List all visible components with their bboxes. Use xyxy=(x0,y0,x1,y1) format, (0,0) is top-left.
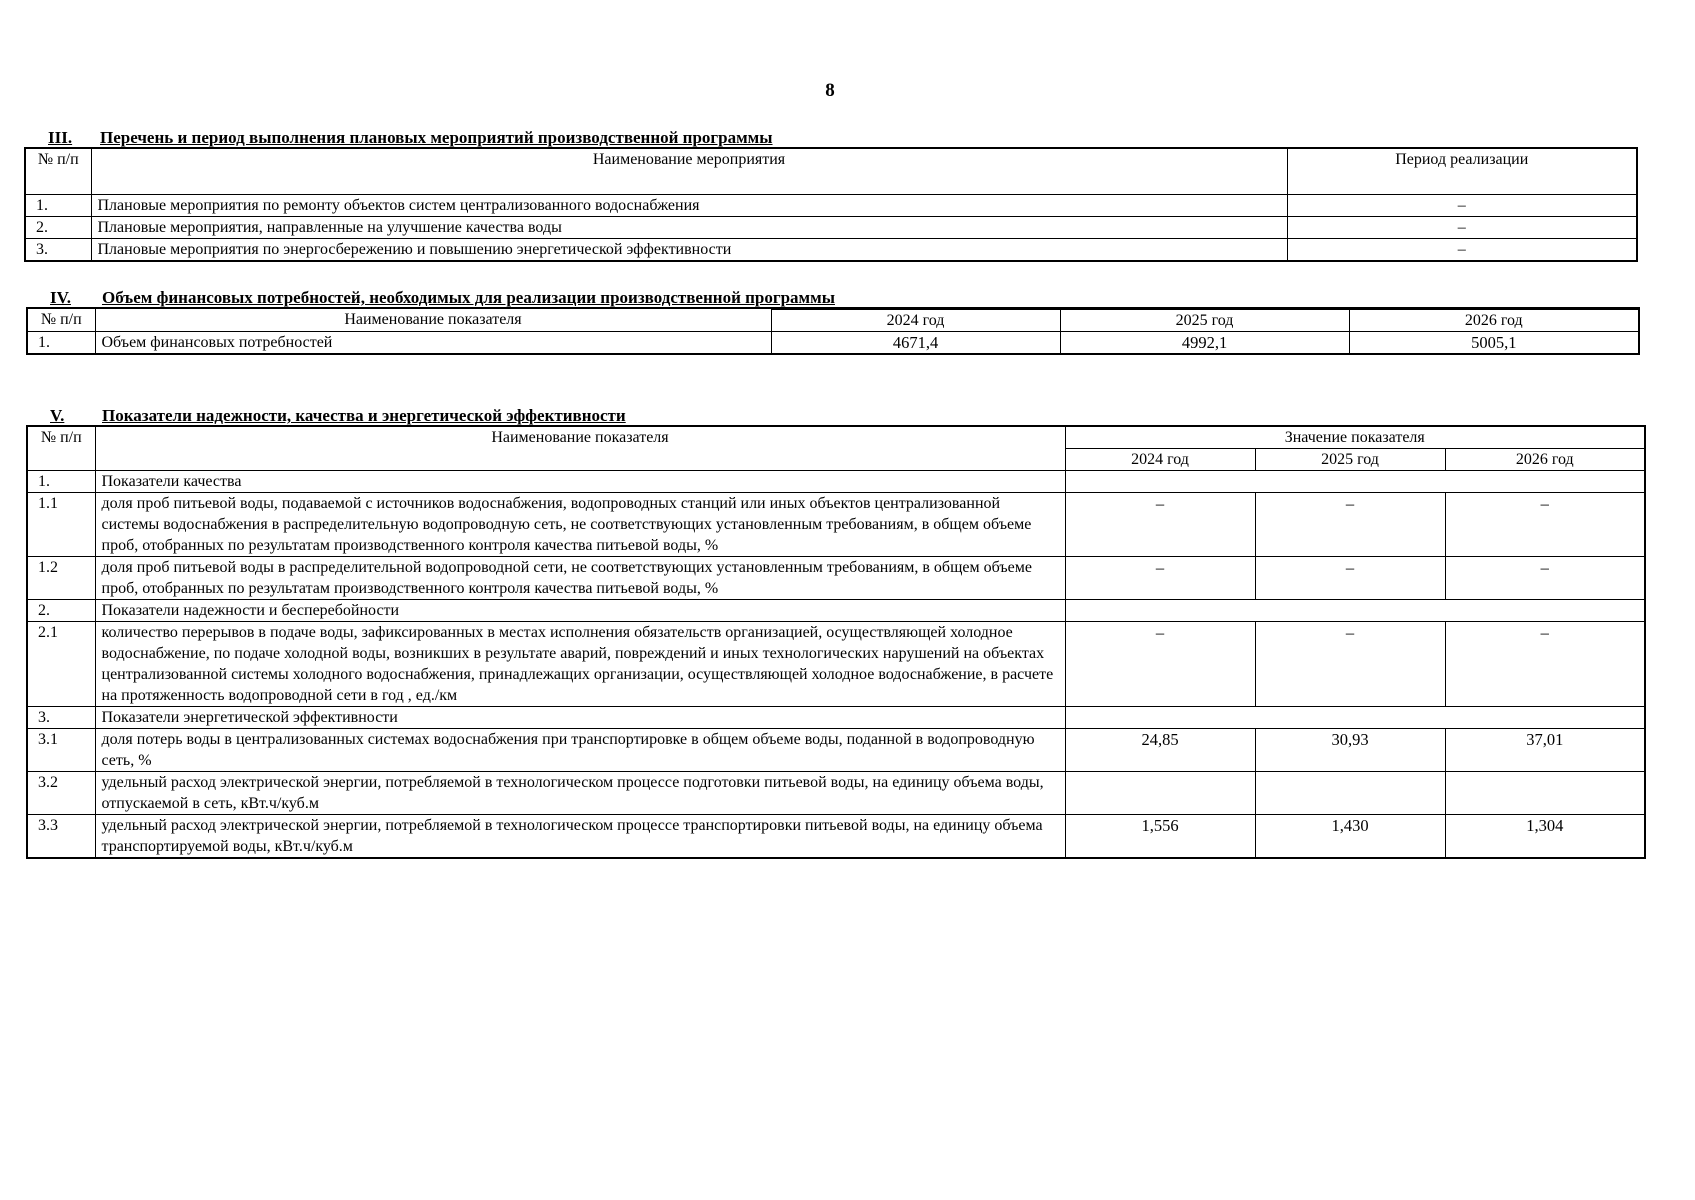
row-name: Показатели надежности и бесперебойности xyxy=(95,600,1065,622)
table-row xyxy=(27,622,1645,707)
header-name: Наименование показателя xyxy=(95,308,771,332)
row-value: – xyxy=(1445,622,1645,707)
header-num: № п/п xyxy=(27,426,95,471)
row-value: – xyxy=(1255,493,1445,557)
row-value: 4992,1 xyxy=(1060,332,1349,355)
section-4-table xyxy=(26,307,1640,355)
table-row xyxy=(25,194,1637,216)
header-num: № п/п xyxy=(27,308,95,332)
section-3-heading xyxy=(24,128,1638,147)
header-name: Наименование показателя xyxy=(95,426,1065,471)
row-name: удельный расход электрической энергии, потребляемой в технологическом процессе подготовки питьевой воды, на единицу объема воды, отпускаемой в сеть, кВт.ч/куб.м xyxy=(95,772,1065,815)
header-num: № п/п xyxy=(25,148,91,194)
section-4-title: Объем финансовых потребностей, необходимых для реализации производственной программы xyxy=(102,288,835,307)
header-year: 2026 год xyxy=(1445,449,1645,471)
section-5-title: Показатели надежности, качества и энергетической эффективности xyxy=(102,406,626,425)
header-year: 2025 год xyxy=(1060,310,1349,332)
row-name: доля проб питьевой воды, подаваемой с источников водоснабжения, водопроводных станций или иных объектов централизованной системы водоснабжения в распределительную водопроводную сеть, не соответствующих установленным требованиям, в общем объеме проб, отобранных по результатам производственного контроля качества питьевой воды, % xyxy=(95,493,1065,557)
row-value: 37,01 xyxy=(1445,729,1645,772)
table-row xyxy=(27,729,1645,772)
group-row xyxy=(27,600,1645,622)
group-row xyxy=(27,707,1645,729)
row-value xyxy=(1065,772,1255,815)
row-num: 3.3 xyxy=(27,815,95,859)
section-3-title: Перечень и период выполнения плановых мероприятий производственной программы xyxy=(100,128,773,147)
header-year: 2025 год xyxy=(1255,449,1445,471)
section-4-number: IV. xyxy=(50,288,71,307)
row-num: 3.1 xyxy=(27,729,95,772)
row-name: Показатели энергетической эффективности xyxy=(95,707,1065,729)
row-value: 1,556 xyxy=(1065,815,1255,859)
row-name: количество перерывов в подаче воды, зафиксированных в местах исполнения обязательств организацией, осуществляющей холодное водоснабжение, по подаче холодной воды, возникших в результате аварий, повреждений и иных технологических нарушений на объектах централизованной системы холодного водоснабжения, принадлежащих организации, осуществляющей холодное водоснабжение, в расчете на протяженность водопроводной сети в год , ед./км xyxy=(95,622,1065,707)
row-value: – xyxy=(1255,622,1445,707)
row-value: – xyxy=(1065,622,1255,707)
row-num: 3. xyxy=(25,238,91,261)
table-row xyxy=(27,493,1645,557)
row-name: доля потерь воды в централизованных системах водоснабжения при транспортировке в общем объеме воды, поданной в водопроводную сеть, % xyxy=(95,729,1065,772)
table-row xyxy=(25,216,1637,238)
section-3 xyxy=(24,128,1638,262)
header-value: Значение показателя xyxy=(1065,426,1645,449)
row-name: Плановые мероприятия по ремонту объектов систем централизованного водоснабжения xyxy=(91,194,1287,216)
table-row xyxy=(27,557,1645,600)
page-number: 8 xyxy=(825,80,835,101)
row-value: 4671,4 xyxy=(771,332,1060,355)
row-name: Объем финансовых потребностей xyxy=(95,332,771,355)
row-value: – xyxy=(1065,493,1255,557)
row-num: 1. xyxy=(27,332,95,355)
row-period: – xyxy=(1287,238,1637,261)
row-num: 1. xyxy=(27,471,95,493)
row-name: Показатели качества xyxy=(95,471,1065,493)
row-value xyxy=(1445,772,1645,815)
section-3-table xyxy=(24,147,1638,262)
section-4-heading xyxy=(26,288,1640,307)
row-name: Плановые мероприятия, направленные на улучшение качества воды xyxy=(91,216,1287,238)
row-num: 3. xyxy=(27,707,95,729)
header-year: 2024 год xyxy=(1065,449,1255,471)
row-blank xyxy=(1065,600,1645,622)
section-5 xyxy=(26,406,1646,859)
section-5-body xyxy=(27,471,1645,859)
row-num: 2. xyxy=(25,216,91,238)
row-num: 2. xyxy=(27,600,95,622)
row-name: Плановые мероприятия по энергосбережению и повышению энергетической эффективности xyxy=(91,238,1287,261)
row-blank xyxy=(1065,471,1645,493)
table-row xyxy=(27,815,1645,859)
section-3-number: III. xyxy=(48,128,73,147)
section-5-table xyxy=(26,425,1646,859)
group-row xyxy=(27,471,1645,493)
header-year: 2024 год xyxy=(771,310,1060,332)
row-value: 1,304 xyxy=(1445,815,1645,859)
row-value: – xyxy=(1065,557,1255,600)
row-num: 2.1 xyxy=(27,622,95,707)
table-header-row xyxy=(27,426,1645,449)
row-value: 5005,1 xyxy=(1349,332,1639,355)
section-5-number: V. xyxy=(50,406,65,425)
row-period: – xyxy=(1287,216,1637,238)
row-value: 24,85 xyxy=(1065,729,1255,772)
section-4 xyxy=(26,288,1640,355)
row-num: 1.1 xyxy=(27,493,95,557)
table-header-row xyxy=(25,148,1637,194)
row-value: 30,93 xyxy=(1255,729,1445,772)
header-name: Наименование мероприятия xyxy=(91,148,1287,194)
header-year: 2026 год xyxy=(1349,310,1639,332)
row-num: 1. xyxy=(25,194,91,216)
row-name: доля проб питьевой воды в распределительной водопроводной сети, не соответствующих установленным требованиям, в общем объеме проб, отобранных по результатам производственного контроля качества питьевой воды, % xyxy=(95,557,1065,600)
row-value: – xyxy=(1445,493,1645,557)
table-row xyxy=(27,332,1639,355)
table-row xyxy=(27,772,1645,815)
row-value: – xyxy=(1445,557,1645,600)
row-value: 1,430 xyxy=(1255,815,1445,859)
row-name: удельный расход электрической энергии, потребляемой в технологическом процессе транспортировки питьевой воды, на единицу объема транспортируемой воды, кВт.ч/куб.м xyxy=(95,815,1065,859)
section-5-heading xyxy=(26,406,1646,425)
row-num: 1.2 xyxy=(27,557,95,600)
row-blank xyxy=(1065,707,1645,729)
row-num: 3.2 xyxy=(27,772,95,815)
row-value xyxy=(1255,772,1445,815)
table-row xyxy=(25,238,1637,261)
row-period: – xyxy=(1287,194,1637,216)
row-value: – xyxy=(1255,557,1445,600)
header-period: Период реализации xyxy=(1287,148,1637,194)
